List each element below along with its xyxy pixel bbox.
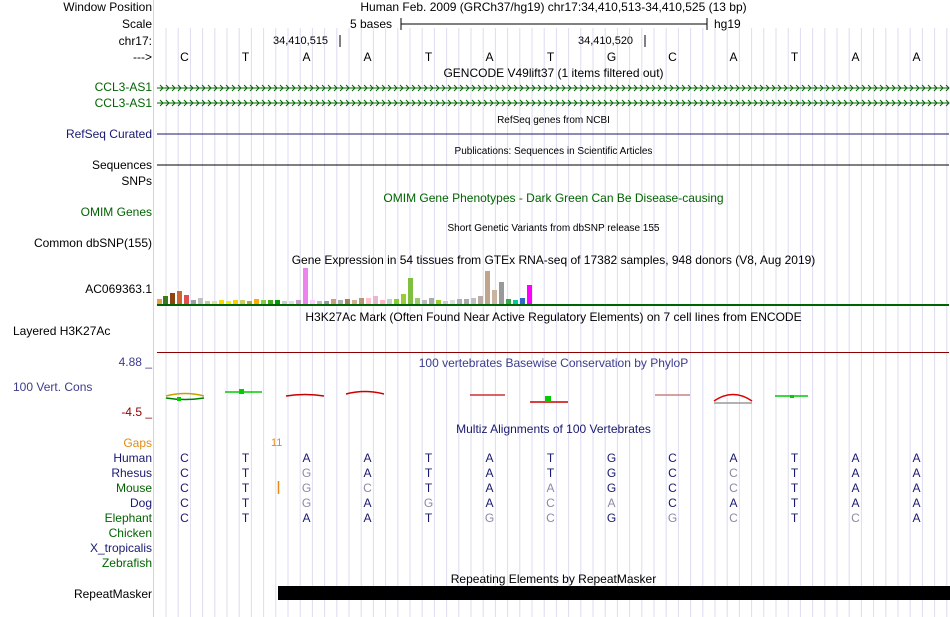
- alignment-base: G: [606, 481, 617, 495]
- snps-track-label[interactable]: SNPs: [121, 174, 152, 188]
- species-label[interactable]: X_tropicalis: [89, 541, 152, 555]
- refseq-track-label[interactable]: RefSeq Curated: [65, 127, 152, 141]
- gtex-expression-bar: [247, 301, 252, 304]
- alignment-base: G: [301, 466, 312, 480]
- gtex-expression-bar: [163, 296, 168, 304]
- alignment-base: C: [180, 511, 189, 525]
- alignment-base: A: [851, 451, 860, 465]
- gtex-expression-bar: [499, 282, 504, 304]
- conservation-peak-marker: [545, 396, 551, 402]
- alignment-base: C: [363, 481, 372, 495]
- gtex-expression-bar: [387, 299, 392, 304]
- gaps-count: 11: [271, 437, 283, 449]
- gtex-expression-bar: [303, 268, 308, 304]
- gtex-expression-bar: [275, 300, 280, 304]
- conservation-signal: [714, 395, 752, 402]
- alignment-base: A: [302, 511, 311, 525]
- alignment-base: C: [851, 511, 860, 525]
- gtex-expression-bar: [226, 301, 231, 304]
- gtex-track-title: Gene Expression in 54 tissues from GTEx RNA-seq of 17382 samples, 948 donors (V8, Aug 2019): [291, 253, 816, 267]
- sequence-base: T: [790, 50, 799, 64]
- gtex-expression-bar: [415, 298, 420, 304]
- gtex-expression-bar: [261, 300, 266, 304]
- conservation-signal: [166, 398, 204, 400]
- gtex-expression-bar: [429, 298, 434, 304]
- gtex-expression-bar: [331, 299, 336, 304]
- window-position-label: Window Position: [63, 0, 152, 14]
- alignment-base: C: [668, 451, 677, 465]
- sequences-track-title: Publications: Sequences in Scientific Articles: [454, 146, 653, 157]
- gtex-expression-bar: [436, 300, 441, 304]
- alignment-base: T: [790, 496, 799, 510]
- sequence-base: T: [424, 50, 433, 64]
- alignment-base: C: [729, 466, 738, 480]
- multiz-track-title: Multiz Alignments of 100 Vertebrates: [456, 422, 651, 436]
- gtex-expression-bar: [170, 293, 175, 304]
- alignment-base: T: [241, 511, 250, 525]
- species-label[interactable]: Chicken: [108, 526, 152, 540]
- alignment-base: A: [729, 496, 738, 510]
- alignment-base: C: [180, 466, 189, 480]
- gtex-expression-bar: [513, 300, 518, 304]
- gtex-expression-bar: [366, 298, 371, 304]
- gtex-expression-bar: [380, 300, 385, 304]
- conservation-track-title: 100 vertebrates Basewise Conservation by PhyloP: [418, 356, 689, 370]
- gencode-item-label-2[interactable]: CCL3-AS1: [94, 96, 152, 110]
- alignment-base: T: [790, 481, 799, 495]
- alignment-base: A: [546, 481, 555, 495]
- alignment-base: A: [851, 466, 860, 480]
- gtex-expression-bar: [394, 299, 399, 304]
- conservation-peak-marker: [790, 395, 794, 398]
- alignment-base: A: [363, 466, 372, 480]
- alignment-base: A: [363, 496, 372, 510]
- alignment-base: C: [729, 481, 738, 495]
- repeatmasker-element-block: [278, 586, 950, 600]
- gtex-expression-bar: [157, 299, 162, 304]
- alignment-base: A: [912, 511, 921, 525]
- alignment-base: T: [790, 451, 799, 465]
- gtex-expression-bar: [205, 301, 210, 304]
- alignment-base: A: [912, 481, 921, 495]
- alignment-base: C: [668, 481, 677, 495]
- gtex-expression-bar: [268, 300, 273, 304]
- alignment-base: T: [241, 481, 250, 495]
- alignment-base: C: [546, 496, 555, 510]
- alignment-base: C: [668, 496, 677, 510]
- refseq-track-title: RefSeq genes from NCBI: [497, 115, 610, 126]
- species-label[interactable]: Rhesus: [111, 466, 152, 480]
- alignment-base: G: [606, 466, 617, 480]
- gtex-expression-bar: [282, 301, 287, 304]
- alignment-base: A: [485, 496, 494, 510]
- strand-label: --->: [133, 50, 152, 64]
- alignment-base: A: [851, 496, 860, 510]
- sequence-base: A: [912, 50, 921, 64]
- alignment-base: T: [424, 451, 433, 465]
- gtex-expression-bar: [443, 301, 448, 304]
- alignment-base: T: [241, 451, 250, 465]
- species-label[interactable]: Human: [113, 451, 152, 465]
- conservation-peak-marker: [177, 397, 181, 401]
- omim-track-title: OMIM Gene Phenotypes - Dark Green Can Be Disease-causing: [383, 191, 724, 205]
- sequence-base: A: [302, 50, 311, 64]
- scale-assembly: hg19: [714, 17, 741, 31]
- gtex-expression-bar: [373, 296, 378, 304]
- alignment-base: T: [424, 466, 433, 480]
- gtex-expression-bar: [198, 298, 203, 304]
- sequence-base: C: [668, 50, 677, 64]
- alignment-base: C: [180, 451, 189, 465]
- alignment-base: A: [607, 496, 616, 510]
- gtex-expression-bar: [233, 300, 238, 304]
- omim-track-label[interactable]: OMIM Genes: [80, 205, 152, 219]
- sequence-base: A: [485, 50, 494, 64]
- alignment-base: G: [484, 511, 495, 525]
- gtex-expression-bar: [212, 301, 217, 304]
- sequence-base: A: [729, 50, 738, 64]
- alignment-base: A: [485, 481, 494, 495]
- gtex-expression-bar: [184, 295, 189, 304]
- sequence-base: A: [363, 50, 372, 64]
- sequence-base: G: [606, 50, 617, 64]
- alignment-base: A: [912, 466, 921, 480]
- scale-value: 5 bases: [350, 17, 393, 31]
- gtex-expression-bar: [408, 278, 413, 304]
- gtex-expression-bar: [240, 300, 245, 304]
- gtex-expression-bar: [520, 298, 525, 304]
- alignment-base: T: [424, 481, 433, 495]
- alignment-base: T: [546, 466, 555, 480]
- conservation-signal: [286, 395, 324, 397]
- gaps-label[interactable]: Gaps: [123, 436, 152, 450]
- alignment-base: T: [790, 511, 799, 525]
- species-label[interactable]: Dog: [129, 496, 152, 510]
- gtex-expression-bar: [289, 301, 294, 304]
- species-label[interactable]: Elephant: [104, 511, 152, 525]
- gtex-expression-bar: [527, 285, 532, 304]
- gtex-expression-bar: [471, 298, 476, 304]
- dbsnp-track-title: Short Genetic Variants from dbSNP release 155: [447, 223, 660, 234]
- gtex-expression-bar: [478, 296, 483, 304]
- alignment-base: G: [667, 511, 678, 525]
- sequence-base: C: [180, 50, 189, 64]
- repeatmasker-track-title: Repeating Elements by RepeatMasker: [450, 572, 657, 586]
- conservation-peak-marker: [239, 389, 244, 394]
- alignment-base: G: [606, 451, 617, 465]
- alignment-base: A: [912, 451, 921, 465]
- gtex-expression-bar: [457, 299, 462, 304]
- species-label[interactable]: Zebrafish: [101, 556, 152, 570]
- gtex-expression-bar: [464, 299, 469, 304]
- gtex-expression-bar: [310, 300, 315, 304]
- chrom-label: chr17:: [118, 34, 152, 48]
- conservation-max-label: 4.88 _: [118, 355, 152, 369]
- gtex-expression-bar: [359, 298, 364, 304]
- repeatmasker-track-label[interactable]: RepeatMasker: [73, 587, 152, 601]
- sequence-base: T: [241, 50, 250, 64]
- gtex-expression-bar: [254, 299, 259, 304]
- alignment-base: A: [302, 451, 311, 465]
- conservation-signal: [346, 392, 384, 395]
- alignment-base: T: [424, 511, 433, 525]
- window-position-value: Human Feb. 2009 (GRCh37/hg19) chr17:34,410,513-34,410,525 (13 bp): [360, 0, 747, 14]
- gtex-expression-bar: [324, 301, 329, 304]
- sequence-base: A: [851, 50, 860, 64]
- h3k27ac-track-title: H3K27Ac Mark (Often Found Near Active Regulatory Elements) on 7 cell lines from ENCODE: [305, 310, 802, 324]
- scale-label: Scale: [121, 17, 152, 31]
- alignment-base: T: [546, 451, 555, 465]
- alignment-base: A: [363, 451, 372, 465]
- alignment-base: C: [180, 481, 189, 495]
- gtex-expression-bar: [422, 300, 427, 304]
- gtex-expression-bar: [352, 300, 357, 304]
- conservation-track-label[interactable]: 100 Vert. Cons: [13, 380, 93, 394]
- conservation-signal: [166, 394, 204, 397]
- gtex-expression-bar: [219, 300, 224, 304]
- alignment-base: T: [241, 496, 250, 510]
- alignment-base: T: [790, 466, 799, 480]
- alignment-base: C: [180, 496, 189, 510]
- sequences-track-label[interactable]: Sequences: [91, 158, 152, 172]
- alignment-base: A: [912, 496, 921, 510]
- alignment-base: C: [546, 511, 555, 525]
- dbsnp-track-label[interactable]: Common dbSNP(155): [33, 236, 152, 250]
- gtex-expression-bar: [450, 300, 455, 304]
- gtex-expression-bar: [485, 271, 490, 304]
- gtex-expression-bar: [191, 300, 196, 304]
- gtex-expression-bar: [492, 290, 497, 304]
- gtex-expression-bar: [345, 299, 350, 304]
- alignment-base: A: [363, 511, 372, 525]
- gencode-item-label-1[interactable]: CCL3-AS1: [94, 80, 152, 94]
- conservation-min-label: -4.5 _: [121, 405, 152, 419]
- alignment-base: C: [668, 466, 677, 480]
- gtex-expression-bar: [296, 300, 301, 304]
- gtex-track-label[interactable]: AC069363.1: [85, 282, 152, 296]
- alignment-base: A: [851, 481, 860, 495]
- coordinate-label-1: 34,410,515: [273, 35, 329, 47]
- h3k27ac-track-label[interactable]: Layered H3K27Ac: [13, 324, 111, 338]
- alignment-base: A: [485, 451, 494, 465]
- gtex-expression-bar: [338, 300, 343, 304]
- alignment-base: G: [423, 496, 434, 510]
- coordinate-label-2: 34,410,520: [578, 35, 634, 47]
- alignment-base: G: [301, 481, 312, 495]
- alignment-base: T: [241, 466, 250, 480]
- gtex-expression-bar: [317, 301, 322, 304]
- sequence-base: T: [546, 50, 555, 64]
- alignment-base: G: [606, 511, 617, 525]
- gtex-expression-bar: [177, 291, 182, 304]
- alignment-base: A: [485, 466, 494, 480]
- gtex-expression-bar: [401, 294, 406, 304]
- alignment-base: A: [729, 451, 738, 465]
- species-label[interactable]: Mouse: [115, 481, 152, 495]
- gencode-track-title: GENCODE V49lift37 (1 items filtered out): [443, 66, 664, 80]
- alignment-base: G: [301, 496, 312, 510]
- alignment-base: C: [729, 511, 738, 525]
- gtex-expression-bar: [506, 299, 511, 304]
